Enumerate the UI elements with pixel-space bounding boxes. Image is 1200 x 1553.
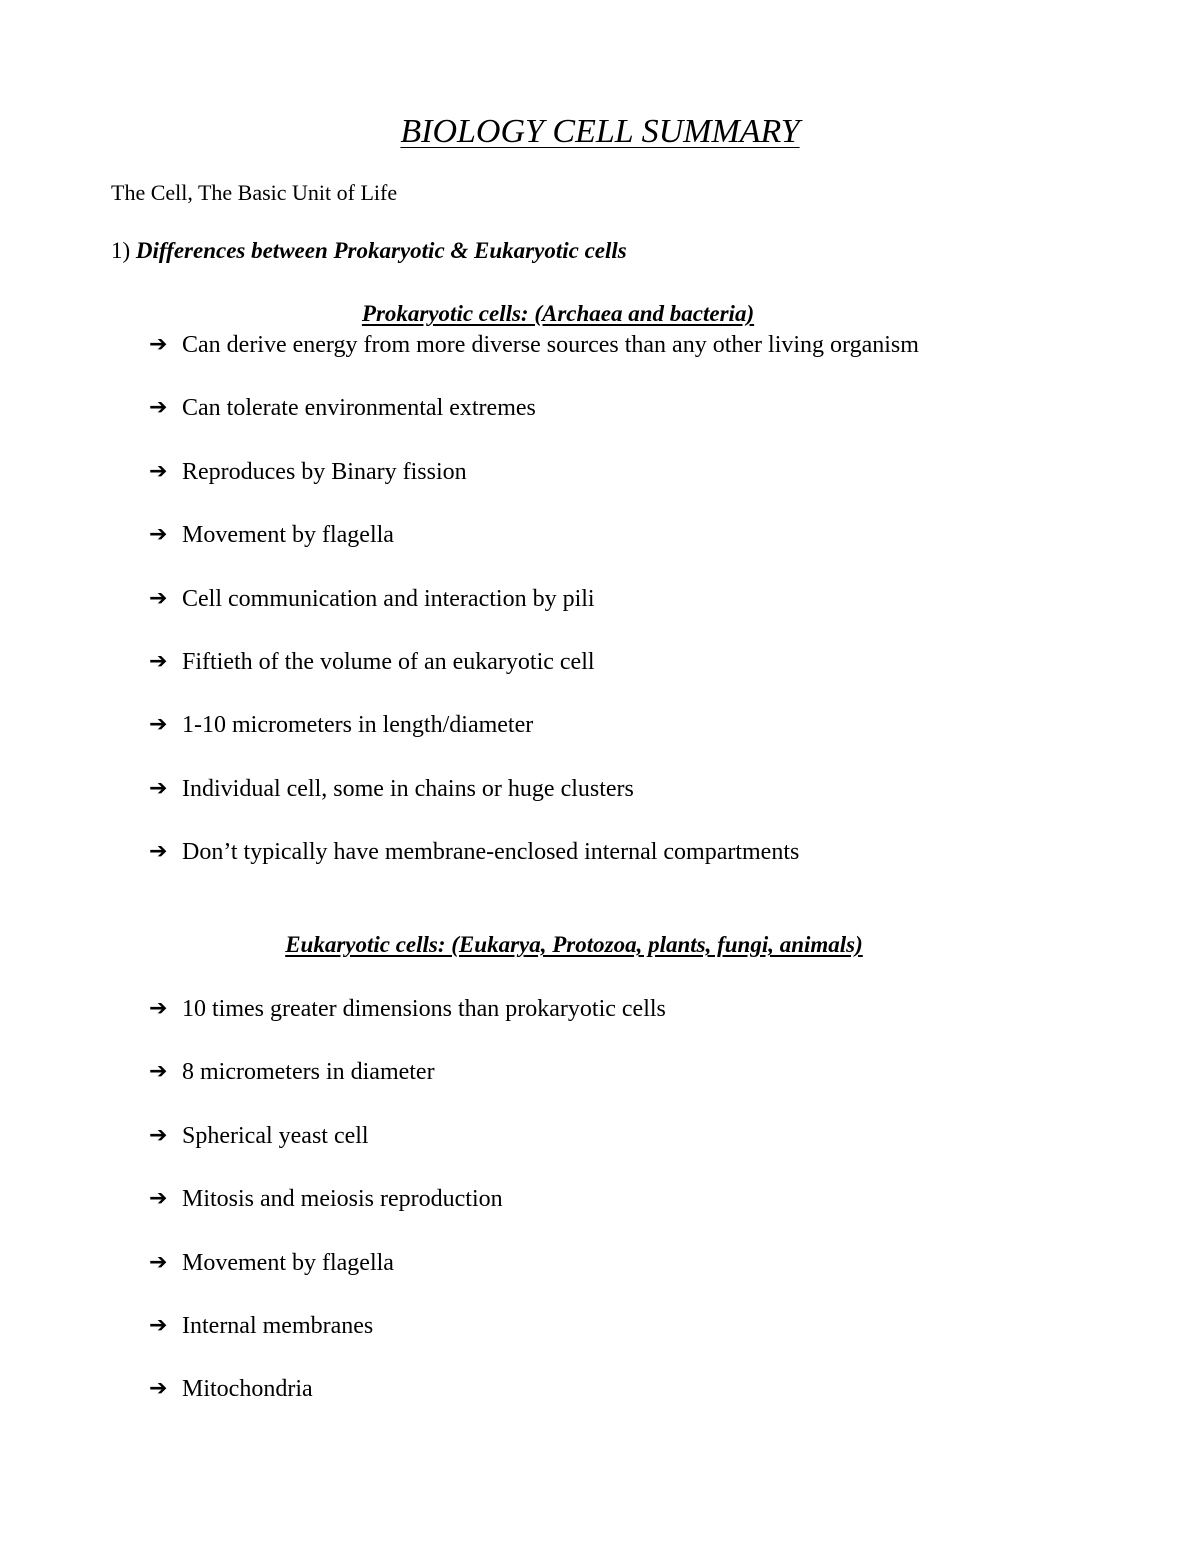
list-item-text: 10 times greater dimensions than prokaryotic cells [182,996,666,1022]
prokaryotic-list [149,330,919,901]
list-item-text: Spherical yeast cell [182,1122,369,1149]
arrow-icon: ➔ [149,712,168,738]
arrow-icon: ➔ [149,458,168,484]
list-item-text: 8 micrometers in diameter [182,1059,435,1086]
list-item [149,1374,666,1437]
arrow-icon: ➔ [149,996,168,1021]
list-item-text: Cell communication and interaction by pili [182,585,595,612]
arrow-icon: ➔ [149,775,168,801]
list-item [149,1311,666,1374]
list-item [149,330,919,393]
list-item [149,393,919,456]
list-item [149,1184,666,1247]
list-item-text: Movement by flagella [182,1249,394,1276]
list-item [149,774,919,837]
list-item [149,994,666,1057]
list-item [149,584,919,647]
list-item [149,1121,666,1184]
arrow-icon: ➔ [149,332,168,357]
arrow-icon: ➔ [149,1122,168,1148]
list-item-text: Mitochondria [182,1376,313,1403]
arrow-icon: ➔ [149,522,168,548]
list-item-text: Fiftieth of the volume of an eukaryotic cell [182,648,595,675]
list-item [149,710,919,773]
arrow-icon: ➔ [149,1312,168,1338]
eukaryotic-heading: Eukaryotic cells: (Eukarya, Protozoa, plants, fungi, animals) [285,932,863,957]
list-item [149,837,919,900]
document-title: BIOLOGY CELL SUMMARY [400,113,800,150]
arrow-icon: ➔ [149,1249,168,1275]
arrow-icon: ➔ [149,1186,168,1212]
arrow-icon: ➔ [149,395,168,421]
list-item-text: Don’t typically have membrane-enclosed internal compartments [182,839,800,866]
list-item-text: Reproduces by Binary fission [182,458,467,485]
arrow-icon: ➔ [149,839,168,865]
arrow-icon: ➔ [149,1059,168,1085]
list-item-text: 1-10 micrometers in length/diameter [182,712,534,739]
question-text: Differences between Prokaryotic & Eukaryotic cells [135,238,627,263]
list-item-text: Can tolerate environmental extremes [182,395,536,422]
arrow-icon: ➔ [149,1376,168,1402]
prokaryotic-heading: Prokaryotic cells: (Archaea and bacteria) [361,301,755,326]
list-item-text: Individual cell, some in chains or huge clusters [182,775,634,802]
list-item [149,457,919,520]
list-item-text: Internal membranes [182,1312,374,1339]
document-subtitle: The Cell, The Basic Unit of Life [111,180,398,205]
list-item [149,520,919,583]
list-item-text: Can derive energy from more diverse sources than any other living organism [182,332,919,358]
list-item [149,1248,666,1311]
question-number: 1) [111,238,131,263]
list-item-text: Mitosis and meiosis reproduction [182,1186,503,1213]
arrow-icon: ➔ [149,585,168,611]
eukaryotic-list [149,994,666,1438]
list-item [149,647,919,710]
list-item-text: Movement by flagella [182,522,394,549]
arrow-icon: ➔ [149,648,168,674]
question-heading [111,237,627,265]
list-item [149,1057,666,1120]
